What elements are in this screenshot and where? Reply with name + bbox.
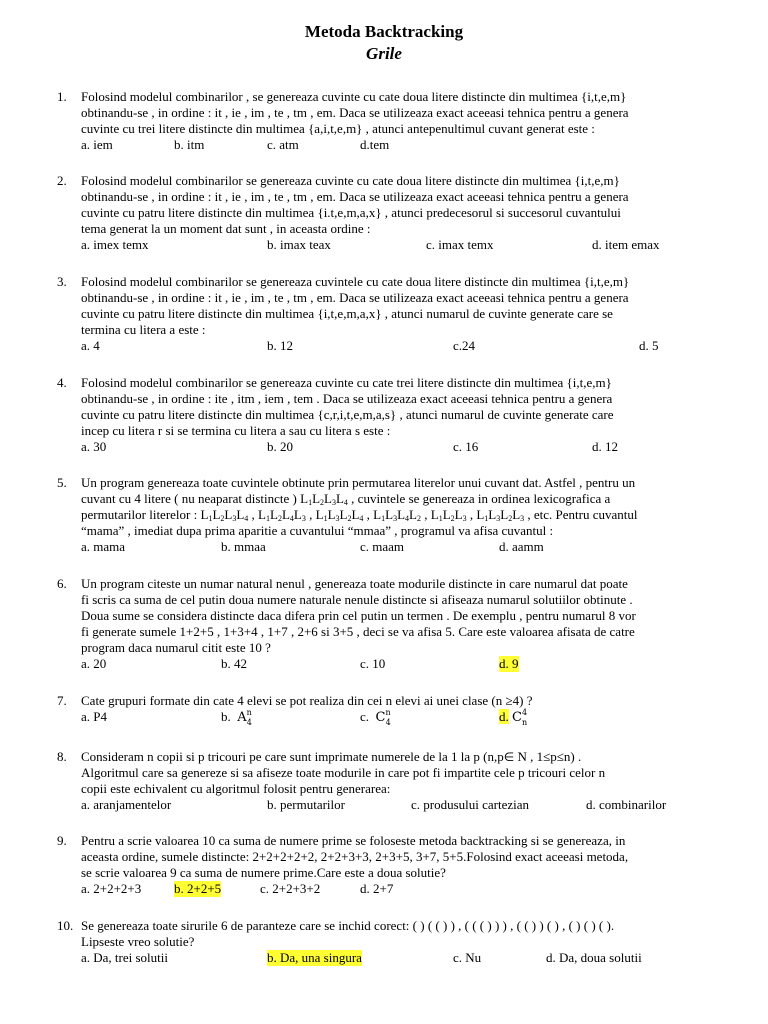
- question-text-line: Cate grupuri formate din cate 4 elevi se pot realiza din cei n elevi ai unei clase (n ≥4) ?: [81, 693, 533, 708]
- option-a[interactable]: a. 30: [81, 439, 107, 454]
- math-subscript: n: [522, 718, 528, 727]
- document-title: Metoda Backtracking: [304, 22, 464, 41]
- question-text-line: cuvinte cu patru litere distincte din multimea {c,r,i,t,e,m,a,s} , atunci numarul de cuvinte generate care: [81, 407, 614, 422]
- question-number: 3.: [57, 274, 67, 289]
- question-5: [57, 475, 747, 555]
- option-a[interactable]: a. aranjamentelor: [81, 797, 172, 812]
- letter-symbol: L: [315, 507, 324, 522]
- question-text-line: copii este echivalent cu algoritmul folosit pentru generarea:: [81, 781, 391, 796]
- question-text-line: [81, 491, 747, 507]
- question-text-line: tema generat la un moment dat sunt , in aceasta ordine :: [81, 221, 371, 236]
- letter-index: 3: [335, 514, 340, 523]
- option-c[interactable]: c. 10: [360, 656, 386, 671]
- math-subscript: 4: [385, 718, 391, 727]
- letter-index: 2: [416, 514, 421, 523]
- question-number: 4.: [57, 375, 67, 390]
- question-text-line: [81, 507, 747, 523]
- option-c[interactable]: c. atm: [267, 137, 299, 152]
- letter-index: 4: [343, 498, 348, 507]
- question-number: 9.: [57, 833, 67, 848]
- letter-symbol: L: [258, 507, 266, 522]
- question-number: 5.: [57, 475, 67, 490]
- letter-index: 4: [244, 514, 249, 523]
- option-d[interactable]: d. 2+7: [360, 881, 394, 896]
- option-d[interactable]: d. item emax: [592, 237, 660, 252]
- math-superscript: n: [246, 708, 252, 717]
- question-number: 1.: [57, 89, 67, 104]
- math-letter: A: [237, 710, 247, 725]
- arrangement-symbol: [237, 710, 252, 727]
- letter-symbol: L: [327, 507, 336, 522]
- question-text-line: Folosind modelul combinarilor se genereaza cuvinte cu cate trei litere distincte din multimea {i,t,e,m}: [81, 375, 612, 390]
- option-a[interactable]: a. iem: [81, 137, 113, 152]
- option-b[interactable]: b. permutarilor: [267, 797, 345, 812]
- option-c[interactable]: c. Nu: [453, 950, 482, 965]
- letter-index: 3: [520, 514, 525, 523]
- question-1: [57, 89, 747, 153]
- option-letter: b.: [221, 709, 231, 724]
- combination-symbol: [512, 710, 527, 727]
- option-d[interactable]: d. 12: [592, 439, 618, 454]
- option-a[interactable]: a. mama: [81, 539, 126, 554]
- document-subtitle: Grile: [366, 44, 402, 63]
- letter-symbol: L: [397, 507, 406, 522]
- option-b[interactable]: b. 12: [267, 338, 293, 353]
- letter-symbol: L: [339, 507, 348, 522]
- option-d[interactable]: d. combinarilor: [586, 797, 667, 812]
- question-text-line: [81, 749, 747, 765]
- permutation-word: [431, 507, 467, 522]
- math-letter: C: [375, 710, 386, 725]
- letter-index: 3: [496, 514, 501, 523]
- question-text-line: aceasta ordine, sumele distincte: 2+2+2+2+2, 2+2+3+3, 2+3+5, 3+7, 5+5.Folosind exact aceeasi metoda,: [81, 849, 629, 864]
- question-text-line: cuvinte cu patru litere distincte din multimea {i,t,e,m,a,x} , atunci numarul de cuvinte generate care se: [81, 306, 613, 321]
- letter-symbol: L: [409, 507, 417, 522]
- option-b-highlighted[interactable]: b. 2+2+5: [174, 881, 222, 896]
- letter-index: 1: [208, 514, 213, 523]
- letter-index: 1: [381, 514, 386, 523]
- letter-index: 3: [462, 514, 467, 523]
- separator: ,: [363, 507, 374, 522]
- text-fragment: , cuvintele se genereaza in ordinea lexicografica a: [347, 491, 611, 506]
- separator: ,: [466, 507, 477, 522]
- letter-index: 3: [232, 514, 237, 523]
- question-number: 7.: [57, 693, 67, 708]
- math-superscript: n: [385, 708, 391, 717]
- question-text-line: Un program genereaza toate cuvintele obtinute prin permutarea literelor unui cuvant dat. Astfel , pentru un: [81, 475, 636, 490]
- question-text-line: Un program citeste un numar natural nenul , genereaza toate modurile distincte in care numarul dat poate: [81, 576, 628, 591]
- question-number: 2.: [57, 173, 67, 188]
- question-text-line: incep cu litera r si se termina cu litera a sau cu litera s este :: [81, 423, 391, 438]
- option-a[interactable]: a. 2+2+2+3: [81, 881, 142, 896]
- option-d[interactable]: [499, 709, 527, 727]
- permutation-word: [476, 507, 524, 522]
- option-a[interactable]: a. 4: [81, 338, 100, 353]
- letter-index: 3: [301, 514, 306, 523]
- option-d[interactable]: d. Da, doua solutii: [546, 950, 642, 965]
- option-a[interactable]: a. 20: [81, 656, 107, 671]
- option-d[interactable]: d.tem: [360, 137, 390, 152]
- question-text-line: cuvinte cu patru litere distincte din multimea {i.t,e,m,a,x} , atunci predecesorul si succesorul cuvantului: [81, 205, 621, 220]
- question-7: [57, 693, 747, 729]
- question-text-line: cuvinte cu trei litere distincte din multimea {a,i,t,e,m} , atunci antepenultimul cuvant generat este :: [81, 121, 595, 136]
- option-d[interactable]: d. aamm: [499, 539, 544, 554]
- letter-index: 2: [508, 514, 513, 523]
- combination-symbol: [376, 710, 391, 727]
- letter-symbol: L: [281, 507, 290, 522]
- option-letter: c.: [360, 709, 370, 724]
- letter-index: 2: [220, 514, 225, 523]
- letter-index: 1: [438, 514, 443, 523]
- text-fragment: N , 1≤p≤n) .: [514, 749, 582, 764]
- option-a[interactable]: a. imex temx: [81, 237, 149, 252]
- letter-index: 4: [289, 514, 294, 523]
- letter-symbol: L: [300, 491, 309, 506]
- letter-symbol: L: [430, 507, 439, 522]
- option-c[interactable]: c. produsului cartezian: [411, 797, 530, 812]
- letter-index: 1: [484, 514, 489, 523]
- letter-symbol: L: [512, 507, 521, 522]
- text-fragment: , etc. Pentru cuvantul: [524, 507, 638, 522]
- question-text-line: “mama” , imediat dupa prima aparitie a cuvantului “mmaa” , programul va afisa cuvantul :: [81, 523, 554, 538]
- separator: ,: [248, 507, 259, 522]
- letter-symbol: L: [442, 507, 451, 522]
- letter-index: 1: [308, 498, 313, 507]
- letter-symbol: L: [212, 507, 221, 522]
- letter-symbol: L: [236, 507, 245, 522]
- option-b[interactable]: b. imax teax: [267, 237, 331, 252]
- option-b[interactable]: [221, 709, 252, 727]
- letter-index: 2: [320, 498, 325, 507]
- question-text-line: obtinandu-se , in ordine : it , ie , im , te , tm , em. Daca se utilizeaza exact aceeasi tehnica pentru a genera: [81, 105, 629, 120]
- question-text-line: fi generate sumele 1+2+5 , 1+3+4 , 1+7 , 2+6 si 3+5 , deci se va afisa 5. Care este valoarea afisata de catre: [81, 624, 635, 639]
- option-b[interactable]: b. mmaa: [221, 539, 266, 554]
- letter-index: 3: [393, 514, 398, 523]
- letter-symbol: L: [200, 507, 209, 522]
- option-c[interactable]: [360, 709, 391, 727]
- question-text-line: obtinandu-se , in ordine : it , ie , im , te , tm , em. Daca se utilizeaza exact aceeasi tehnica pentru a genera: [81, 189, 629, 204]
- element-of-symbol: ∈: [503, 750, 515, 764]
- text-fragment: permutarilor literelor :: [81, 507, 201, 522]
- letter-symbol: L: [385, 507, 394, 522]
- letter-symbol: L: [454, 507, 463, 522]
- math-subscript: 4: [246, 718, 252, 727]
- letter-symbol: L: [335, 491, 344, 506]
- question-number: 8.: [57, 749, 67, 764]
- option-d-highlighted[interactable]: d. 9: [499, 656, 519, 671]
- question-text-line: termina cu litera a este :: [81, 322, 206, 337]
- math-letter: C: [512, 710, 522, 725]
- text-fragment: Consideram n copii si p tricouri pe care sunt imprimate numerele de la 1 la p (n,p: [81, 749, 504, 764]
- option-b-highlighted[interactable]: b. Da, una singura: [267, 950, 362, 965]
- question-text-line: Folosind modelul combinarilor se genereaza cuvintele cu cate doua litere distincte din multimea {i,t,e,m}: [81, 274, 630, 289]
- option-a[interactable]: a. P4: [81, 709, 107, 724]
- question-text-line: program daca numarul citit este 10 ?: [81, 640, 271, 655]
- option-b[interactable]: b. itm: [174, 137, 205, 152]
- permutation-list: [200, 507, 524, 522]
- letter-word: [300, 491, 348, 506]
- question-number: 6.: [57, 576, 67, 591]
- letter-symbol: L: [293, 507, 302, 522]
- separator: ,: [305, 507, 316, 522]
- option-b[interactable]: b. 42: [221, 656, 247, 671]
- question-text-line: Folosind modelul combinarilor , se genereaza cuvinte cu cate doua litere distincte din multimea {i,t,e,m}: [81, 89, 627, 104]
- option-c[interactable]: c. 2+2+3+2: [260, 881, 321, 896]
- letter-symbol: L: [476, 507, 485, 522]
- letter-index: 1: [266, 514, 270, 523]
- question-text-line: obtinandu-se , in ordine : ite , itm , iem , tem . Daca se utilizeaza exact aceeasi tehnica pentru a genera: [81, 391, 613, 406]
- letter-index: 3: [331, 498, 336, 507]
- letter-symbol: L: [224, 507, 233, 522]
- option-c[interactable]: c. 16: [453, 439, 479, 454]
- question-9: [57, 833, 747, 897]
- question-3: [57, 274, 747, 354]
- option-c[interactable]: c. imax temx: [426, 237, 494, 252]
- question-text-line: obtinandu-se , in ordine : it , ie , im , te , tm , em. Daca se utilizeaza exact aceeasi tehnica pentru a genera: [81, 290, 629, 305]
- letter-symbol: L: [488, 507, 497, 522]
- option-a[interactable]: a. Da, trei solutii: [81, 950, 169, 965]
- question-text-line: Algoritmul care sa genereze si sa afiseze toate modurile in care pot fi impartite cele p tricouri celor n: [81, 765, 606, 780]
- letter-index: 2: [347, 514, 352, 523]
- permutation-word: [316, 507, 364, 522]
- question-2: [57, 173, 747, 253]
- letter-index: 4: [359, 514, 364, 523]
- letter-symbol: L: [270, 507, 278, 522]
- letter-symbol: L: [324, 491, 332, 506]
- letter-symbol: L: [500, 507, 509, 522]
- question-8: [57, 749, 747, 813]
- letter-index: 2: [277, 514, 282, 523]
- question-10: [57, 918, 747, 966]
- letter-index: 2: [450, 514, 455, 523]
- question-4: [57, 375, 747, 455]
- letter-symbol: L: [312, 491, 321, 506]
- option-d[interactable]: d. 5: [639, 338, 659, 353]
- option-b[interactable]: b. 20: [267, 439, 293, 454]
- question-number: 10.: [57, 918, 74, 933]
- separator: ,: [420, 507, 431, 522]
- text-fragment: cuvant cu 4 litere ( nu neaparat distincte ): [81, 491, 301, 506]
- question-text-line: se scrie valoarea 9 ca suma de numere prime.Care este a doua solutie?: [81, 865, 446, 880]
- permutation-word: [258, 507, 306, 522]
- question-text-line: Pentru a scrie valoarea 10 ca suma de numere prime se foloseste metoda backtracking si se genereaza, in: [81, 833, 626, 848]
- option-letter-highlighted: d.: [499, 709, 509, 724]
- question-text-line: Doua sume se considera distincte daca difera prin cel putin un termen . De exemplu , pentru numarul 8 vor: [81, 608, 636, 623]
- question-6: [57, 576, 747, 672]
- letter-symbol: L: [373, 507, 382, 522]
- question-text-line: Lipseste vreo solutie?: [81, 934, 195, 949]
- option-c[interactable]: c.24: [453, 338, 476, 353]
- question-text-line: Se genereaza toate sirurile 6 de paranteze care se inchid corect: ( ) ( ( ) ) , ( ( ( ) ) ) , ( ( ) ) ( ) , ( ) ( ) ( ).: [81, 918, 615, 933]
- question-text-line: Folosind modelul combinarilor se genereaza cuvinte cu cate doua litere distincte din multimea {i,t,e,m}: [81, 173, 620, 188]
- letter-index: 4: [405, 514, 410, 523]
- question-text-line: fi scris ca suma de cel putin doua numere naturale nenule distincte si afiseaza numarul solutiilor obtinute .: [81, 592, 633, 607]
- math-superscript: 4: [521, 708, 528, 717]
- option-c[interactable]: c. maam: [360, 539, 405, 554]
- letter-symbol: L: [351, 507, 360, 522]
- letter-index: 1: [323, 514, 328, 523]
- permutation-word: [200, 507, 248, 522]
- permutation-word: [373, 507, 421, 522]
